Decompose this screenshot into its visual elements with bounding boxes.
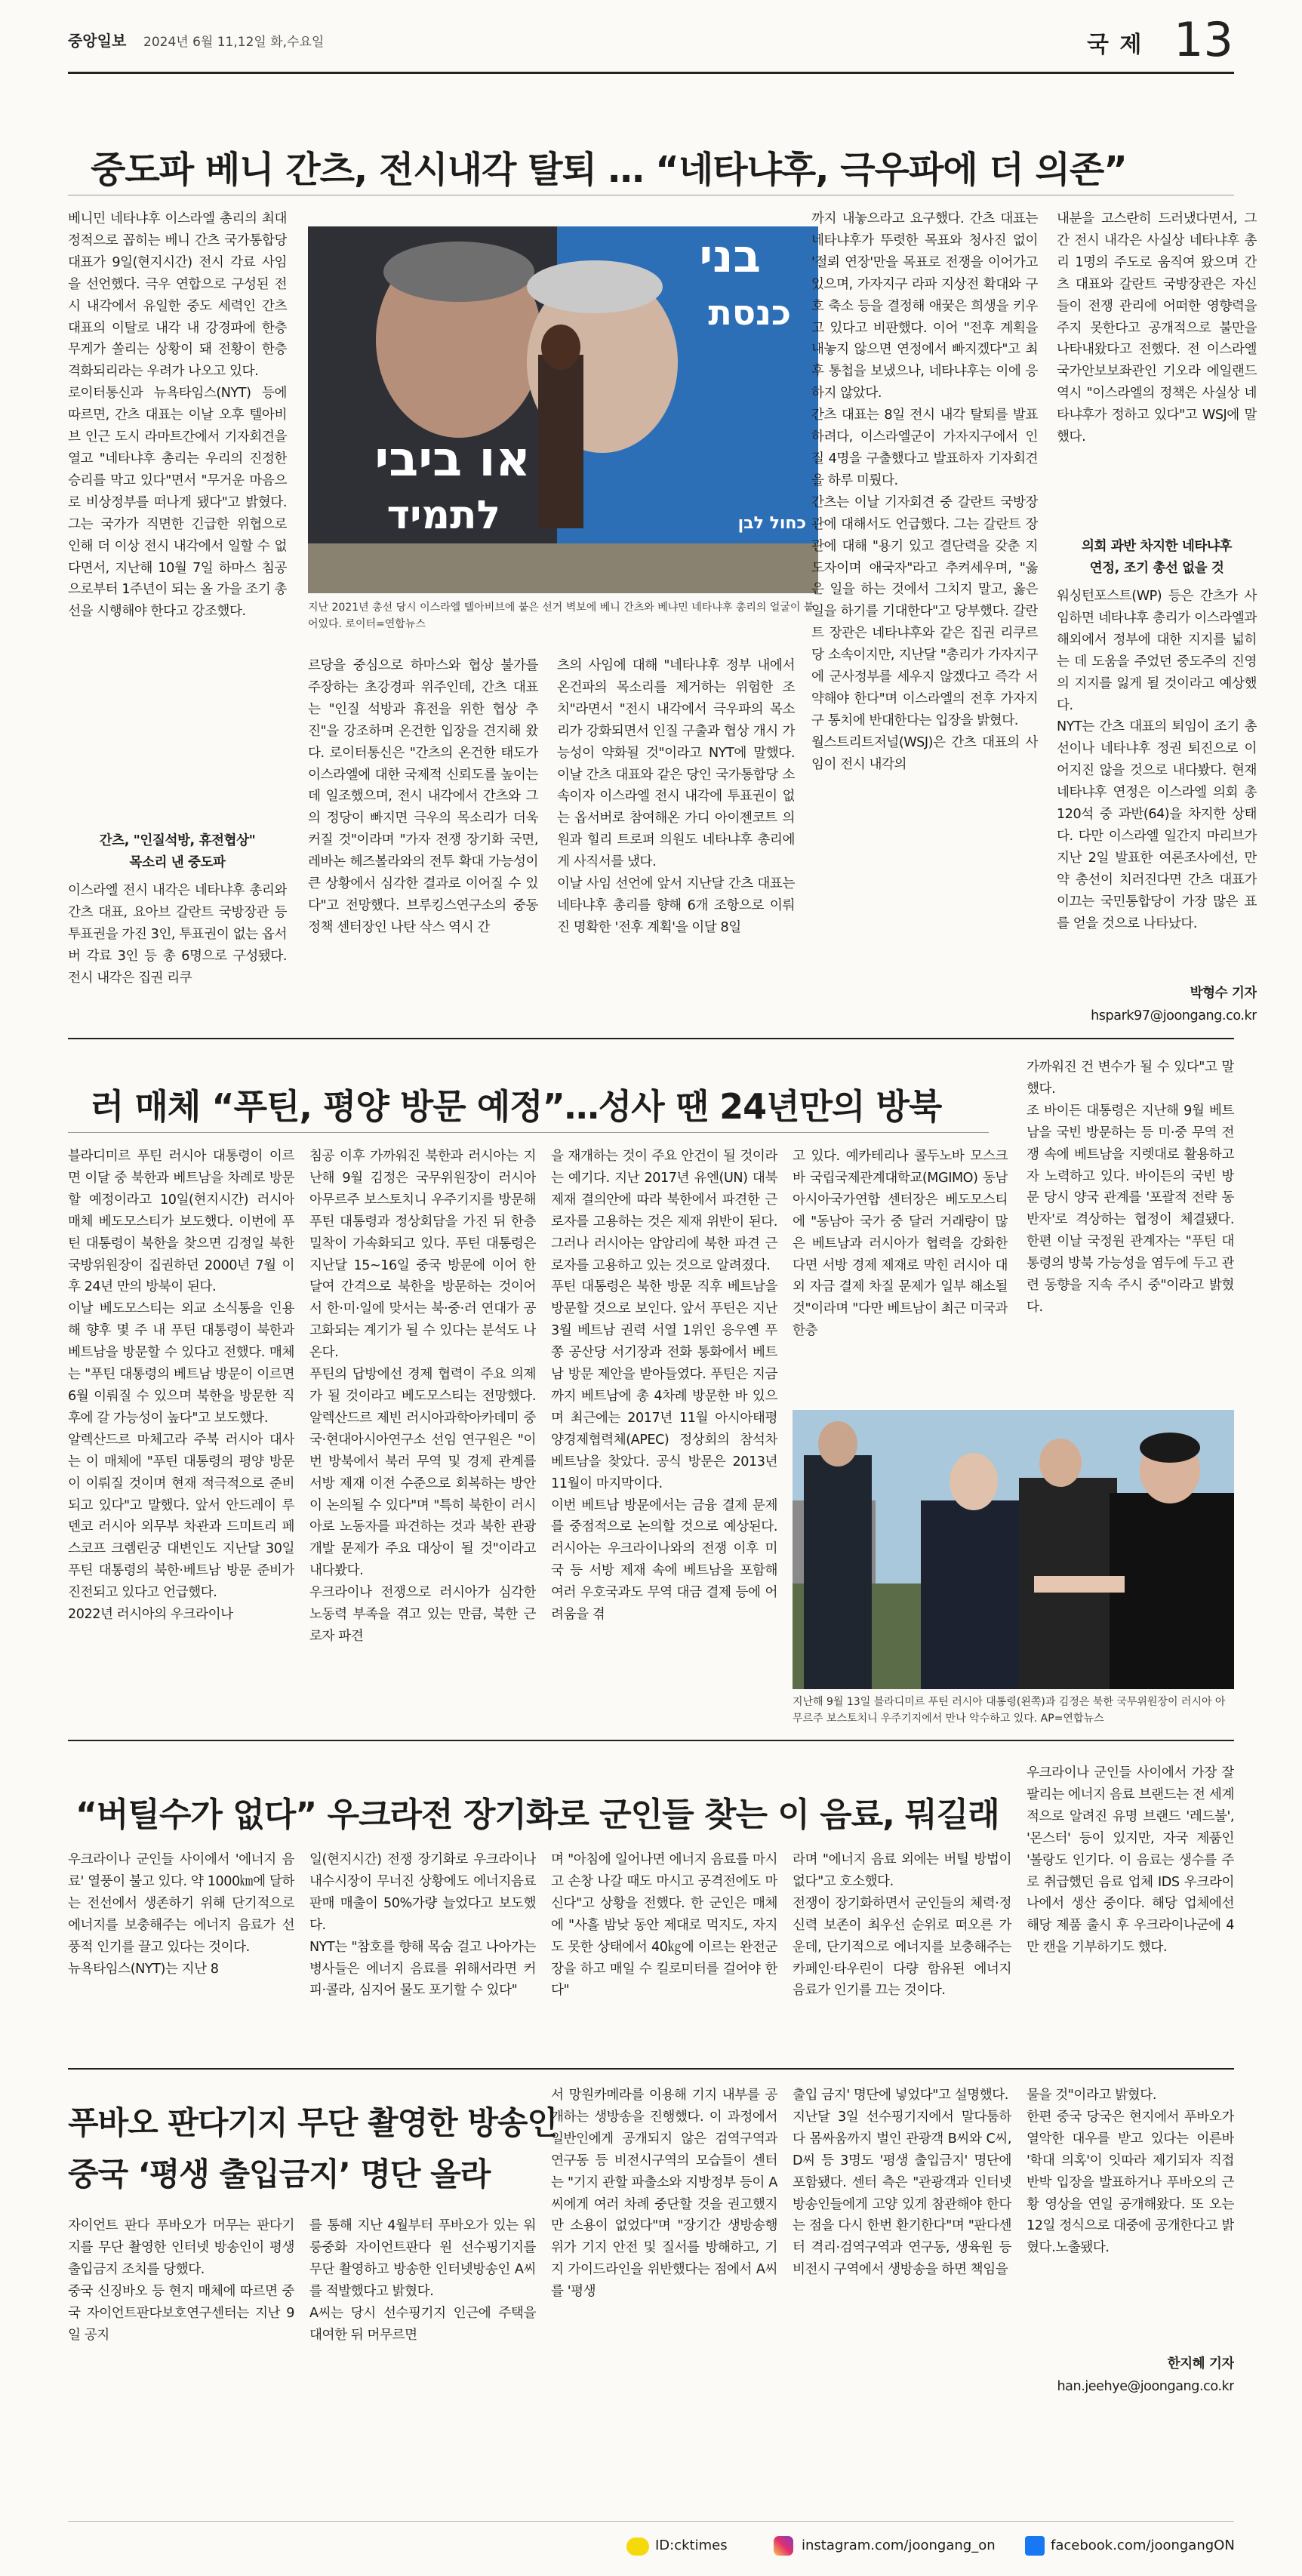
article4-col4: 출입 금지' 명단에 넣었다"고 설명했다. 지난달 3일 선수핑기지에서 말다툼하다 몸싸움까지 벌인 관광객 B씨와 C씨, D씨 등 3명도 '평생 출입금지' 명단에 포함됐다. 센터 측은 "관광객과 인터넷 방송인들에게 고양 있게 참관해야 한다는 점을 다시 한번 환기한다"며 "판다센터 격리·검역구역과 연구동, 생육원 등 비전시 구역에서 생방송을 하면 책임을 xyxy=(793,2088,1011,2278)
kakao-icon xyxy=(626,2538,649,2556)
article4-col2: 를 통해 지난 4월부터 푸바오가 있는 워룽중화 자이언트판다 원 선수핑기지를 무단 촬영하고 방송한 인터넷방송인 A씨를 적발했다고 밝혔다. A씨는 당시 선수핑기지 인근에 주택을 대여한 뒤 머무르면 xyxy=(309,2218,536,2343)
article4-headline-line1: 푸바오 판다기지 무단 촬영한 방송인 xyxy=(68,2104,558,2141)
poster-text-left-big: או ביבי xyxy=(374,432,531,488)
article3-col3: 며 "아침에 일어나면 에너지 음료를 마시고 손창 나갈 때도 마시고 공격전에도 마신다"고 상황을 전했다. 한 군인은 매체에 "사흘 밤낮 동안 제대로 먹지도, 자지도 못한 상태에서 40㎏에 이르는 완전군장을 하고 매일 수 킬로미터를 걸어야 한다" xyxy=(551,1852,777,1999)
page-number: 13 xyxy=(1174,12,1233,67)
instagram-icon xyxy=(774,2536,793,2556)
article3-col2: 일(현지시간) 전쟁 장기화로 우크라이나 내수시장이 무너진 상황에도 에너지음료 판매 매출이 50%가량 늘었다고 보도했다. NYT는 "참호를 향해 목숨 걸고 나아가는 병사들은 에너지 음료를 위해서라면 커피·콜라, 심지어 물도 포기할 수 있다" xyxy=(309,1852,536,1999)
article2-divider xyxy=(68,1740,1234,1741)
article3-col1: 우크라이나 군인들 사이에서 '에너지 음료' 열풍이 불고 있다. 약 1000㎞에 달하는 전선에서 생존하기 위해 단기적으로 에너지를 보충해주는 에너지 음료가 선풍적 인기를 끌고 있다는 것이다. 뉴욕타임스(NYT)는 지난 8 xyxy=(68,1852,294,1977)
article1-divider xyxy=(68,1038,1234,1039)
article2-col2: 침공 이후 가까워진 북한과 러시아는 지난해 9월 김정은 국무위원장이 러시아 아무르주 보스토치니 우주기지를 방문해 푸틴 대통령과 정상회담을 가진 뒤 한층 밀착이 가속화되고 있다. 푸틴 대통령은 지난달 15~16일 중국 방문에 이어 한 달여 간격으로 북한을 방문하는 것이어서 한·미·일에 맞서는 북·중·러 연대가 공고화되는 계기가 될 수 있다는 분석도 나온다. 푸틴의 답방에선 경제 협력이 주요 의제가 될 것이라고 베도모스티는 전망했다. 알렉산드르 제빈 러시아과학아카데미 중국·현대아시아연구소 선임 연구원은 "이번 방북에서 북러 무역 및 경제 관계를 서방 제재 이전 수준으로 회복하는 방안이 논의될 수 있다"며 "특히 북한이 러시아로 노동자를 파견하는 것과 북한 관광 개발 문제가 주요 대상이 될 것"이라고 내다봤다. 우크라이나 전쟁으로 러시아가 심각한 노동력 부족을 겪고 있는 만큼, 북한 근로자 파견 xyxy=(309,1149,536,1644)
instagram-link[interactable]: instagram.com/joongang_on xyxy=(802,2538,996,2553)
article1-col5b: 워싱턴포스트(WP) 등은 간츠가 사임하면 네타냐후 총리가 이스라엘과 해외에서 정부에 대한 지지를 넓히는 데 도움을 주었던 중도주의 진영의 지지를 잃게 될 것이라고 예상했다. NYT는 간츠 대표의 퇴임이 조기 총선이나 네타냐후 정권 퇴진으로 이어지진 않을 것으로 내다봤다. 현재 네타냐후 연정은 이스라엘 의회 총 120석 중 과반(64)을 차지한 상태다. 다만 이스라엘 일간지 마리브가 지난 2일 발표한 여론조사에선, 만약 총선이 치러진다면 간츠 대표가 이끄는 국민통합당이 가장 많은 표를 얻을 것으로 나타났다. xyxy=(1057,589,1257,931)
article1-col5: 내분을 고스란히 드러냈다면서, 그간 전시 내각은 사실상 네타냐후 총리 1명의 주도로 움직여 왔으며 간츠 대표와 갈란트 국방장관은 자신들이 전쟁 관리에 어떠한 영향력을 주지 못한다고 공개적으로 불만을 나타내왔다고 전했다. 전 이스라엘 국가안보보좌관인 기오라 에일랜드 역시 "이스라엘의 정책은 사실상 네타냐후가 정하고 있다"고 WSJ에 말했다. xyxy=(1057,211,1257,445)
kakao-id[interactable]: ID:cktimes xyxy=(655,2538,728,2553)
article4-headline-line2: 중국 ‘평생 출입금지’ 명단 올라 xyxy=(68,2156,491,2193)
article2-col5: 가까워진 건 변수가 될 수 있다"고 말했다. 조 바이든 대통령은 지난해 9월 베트남을 국빈 방문하는 등 미·중 무역 전쟁 속에 베트남을 지렛대로 활용하고자 노력하고 있다. 바이든의 국빈 방문 당시 양국 관계를 '포괄적 전략 동반자'로 격상하는 협정이 체결됐다. 한편 이날 국정원 관계자는 "푸틴 대통령의 방북 가능성을 염두에 두고 관련 동향을 지속 주시 중"이라고 밝혔다. xyxy=(1027,1060,1234,1315)
poster-text-right-big: בני xyxy=(699,230,761,283)
article3-col5: 우크라이나 군인들 사이에서 가장 잘 팔리는 에너지 음료 브랜드는 전 세계적으로 알려진 유명 브랜드 '레드불', '몬스터' 등이 있지만, 자국 제품인 '볼랑도 인기다. 이 음료는 생수를 주로 취급했던 음료 업체 IDS 우크라이나에서 생산 중이다. 해당 업체에선 해당 제품 출시 후 우크라이나군에 4만 캔을 기부하기도 했다. xyxy=(1027,1765,1234,1956)
article1-photo-caption: 지난 2021년 총선 당시 이스라엘 텔아비브에 붙은 선거 벽보에 베니 간츠와 베냐민 네타냐후 총리의 얼굴이 붙어있다. 로이터=연합뉴스 xyxy=(308,602,814,630)
poster-text-left-small: לתמיד xyxy=(386,493,500,538)
putin-kim-photo xyxy=(793,1410,1234,1689)
article3-col4: 라며 "에너지 음료 외에는 버틸 방법이 없다"고 호소했다. 전쟁이 장기화하면서 군인들의 체력·정신력 보존이 최우선 순위로 떠오른 가운데, 단기적으로 에너지를 보충해주는 카페인·타우린이 다량 함유된 에너지 음료가 인기를 끄는 것이다. xyxy=(793,1852,1011,1999)
article2-col3: 을 재개하는 것이 주요 안건이 될 것이라는 예기다. 지난 2017년 유엔(UN) 대북 제재 결의안에 따라 북한에서 파견한 근로자를 고용하는 것은 제재 위반이 된다. 그러나 러시아는 암암리에 북한 파견 근로자를 고용하고 있는 것으로 알려졌다. 푸틴 대통령은 북한 방문 직후 베트남을 방문할 것으로 보인다. 앞서 푸틴은 지난 3월 베트남 권력 서열 1위인 응우옌 푸 쫑 공산당 서기장과 전화 통화에서 베트남 방문 제안을 받아들였다. 푸틴은 지금까지 베트남에 총 4차례 방문한 바 있으며 최근에는 2017년 11월 아시아태평양경제협력체(APEC) 정상회의 참석차 베트남을 찾았다. 공식 방문은 2013년 11월이 마지막이다. 이번 베트남 방문에서는 금융 결제 문제를 중점적으로 논의할 것으로 예상된다. 러시아는 우크라이나와의 전쟁 이후 미국 등 서방 제재 속에 베트남을 포함해 여러 우호국과도 무역 대금 결제 등에 어려움을 겪 xyxy=(551,1149,777,1623)
paper-name: 중앙일보 xyxy=(68,32,127,50)
article2-photo-caption: 지난해 9월 13일 블라디미르 푸틴 러시아 대통령(왼쪽)과 김정은 북한 국무위원장이 러시아 아무르주 보스토치니 우주기지에서 만나 악수하고 있다. AP=연합뉴스 xyxy=(793,1696,1226,1725)
footer xyxy=(626,2533,1234,2563)
footer-rule xyxy=(68,2521,1234,2522)
article1-col1b: 이스라엘 전시 내각은 네타냐후 총리와 간츠 대표, 요아브 갈란트 국방장관 등 투표권을 가진 3인, 투표권이 없는 옵서버 각료 3인 등 총 6명으로 구성됐다. 전시 내각은 집권 리쿠 xyxy=(68,883,287,986)
article1-col3: 츠의 사임에 대해 "네타냐후 정부 내에서 온건파의 목소리를 제거하는 위험한 조치"라면서 "전시 내각에서 극우파의 목소리가 강화되면서 인질 구출과 협상 개시 가능성이 약화될 것"이라고 NYT에 말했다. 이날 간츠 대표와 같은 당인 국가통합당 소속이자 이스라엘 전시 내각에 투표권이 없는 옵서버로 참여해온 가디 아이젠코트 의원과 힐리 트로퍼 의원도 네타냐후 총리에게 사직서를 냈다. 이날 사임 선언에 앞서 지난달 간츠 대표는 네타냐후 총리를 향해 6개 조항으로 이뤄진 명확한 '전후 계획'을 이달 8일 xyxy=(557,658,795,935)
israel-poster-photo xyxy=(308,226,818,593)
article1-subhead2: 의회 과반 차지한 네타냐후 연정, 조기 총선 없을 것 xyxy=(1081,539,1233,576)
article1-col2: 르당을 중심으로 하마스와 협상 불가를 주장하는 초강경파 위주인데, 간츠 대표는 "인질 석방과 휴전을 위한 협상 추진"을 강조하며 온건한 입장을 견지해 왔다. 로이터통신은 "간츠의 온건한 태도가 이스라엘에 대한 국제적 신뢰도를 높이는 데 일조했으며, 전시 내각에서 간츠와 그의 정당이 빠지면 극우의 목소리가 더욱 커질 것"이라며 "가자 전쟁 장기화 국면, 레바논 헤즈볼라와의 전투 확대 가능성이 큰 상황에서 심각한 결과로 이어질 수 있다"고 전망했다. 브루킹스연구소의 중동 정책 센터장인 나탄 삭스 역시 간 xyxy=(308,658,538,935)
article1-col1: 베니민 네타냐후 이스라엘 총리의 최대 정적으로 꼽히는 베니 간츠 국가통합당 대표가 9일(현지시간) 전시 각료 사임을 선언했다. 극우 연합으로 구성된 전시 내각에서 유일한 중도 세력인 간츠 대표의 이탈로 내각 내 강경파에 한층 무게가 쏠리는 상황이 돼 전황이 한층 격화되리라는 우려가 나오고 있다. 로이터통신과 뉴욕타임스(NYT) 등에 따르면, 간츠 대표는 이날 오후 텔아비브 인근 도시 라마트간에서 기자회견을 열고 "네타냐후 총리는 우리의 진정한 승리를 막고 있다"면서 "무거운 마음으로 비상정부를 떠나게 됐다"고 밝혔다. 그는 국가가 직면한 긴급한 위협으로 인해 더 이상 전시 내각에서 일할 수 없다면서, 지난해 10월 7일 하마스 침공으로부터 1주년이 되는 올 가을 조기 총선을 시행해야 한다고 강조했다. xyxy=(68,211,287,620)
header xyxy=(0,0,1302,75)
article2-headline: 러 매체 “푸틴, 평양 방문 예정”…성사 땐 24년만의 방북 xyxy=(91,1086,942,1127)
article4-email: han.jeehye@joongang.co.kr xyxy=(1057,2379,1234,2394)
article2-col4: 고 있다. 예카테리나 콜두노바 모스크바 국립국제관계대학교(MGIMO) 동남아시아국가연합 센터장은 베도모스티에 "동남아 국가 중 달러 거래량이 많은 베트남과 러시아가 협력을 강화한다면 서방 경제 제재로 막힌 러시아 대외 자금 결제 차질 문제가 일부 해소될 것"이라며 "다만 베트남이 최근 미국과 한층 xyxy=(793,1149,1008,1339)
facebook-link[interactable]: facebook.com/joongangON xyxy=(1051,2538,1235,2553)
article4-col5: 물을 것"이라고 밝혔다. 한편 중국 당국은 현지에서 푸바오가 열악한 대우를 받고 있다는 이른바 '학대 의혹'이 잇따라 제기되자 직접 반박 입장을 발표하거나 푸바오의 근황 영상을 연일 공개해왔다. 또 오는 12일 정식으로 대중에 공개한다고 밝혔다.노출됐다. xyxy=(1027,2088,1234,2256)
poster-text-blue-tag: כחול לבן xyxy=(737,514,806,533)
article2-col1: 블라디미르 푸틴 러시아 대통령이 이르면 이달 중 북한과 베트남을 차례로 방문할 예정이라고 10일(현지시간) 러시아 매체 베도모스티가 보도했다. 이번에 푸틴 대통령이 북한을 찾으면 김정일 북한 국방위원장이 집권하던 2000년 7월 이후 24년 만의 방북이 된다. 이날 베도모스티는 외교 소식통을 인용해 향후 몇 주 내 푸틴 대통령이 북한과 베트남을 방문할 수 있다고 전했다. 매체는 "푸틴 대통령의 베트남 방문이 이르면 6월 이뤄질 수 있으며 북한을 방문한 직후에 갈 가능성이 높다"고 보도했다. 알렉산드르 마체고라 주북 러시아 대사는 이 매체에 "푸틴 대통령의 평양 방문이 이뤄질 것이며 현재 적극적으로 준비되고 있다"고 말했다. 앞서 안드레이 루덴코 러시아 외무부 차관과 드미트리 페스코프 크렘린궁 대변인도 지난달 30일 푸틴 대통령의 북한·베트남 방문 준비가 진전되고 있다고 언급했다. 2022년 러시아의 우크라이나 xyxy=(68,1149,294,1623)
article4-col3: 서 망원카메라를 이용해 기지 내부를 공개하는 생방송을 진행했다. 이 과정에서 일반인에게 공개되지 않은 검역구역과 연구동 등 비전시구역의 모습들이 센터는 "기지 관할 파출소와 지방정부 등이 A씨에게 여러 차례 중단할 것을 권고했지만 소용이 없었다"며 "장기간 생방송행위가 기지 안전 및 질서를 방해하고, 기지 가이드라인을 위반했다는 점에서 A씨를 '평생 xyxy=(551,2088,777,2300)
article1-byline: 박형수 기자 xyxy=(1190,986,1257,1001)
header-rule xyxy=(68,72,1234,74)
section-name: 국 제 xyxy=(1087,32,1143,58)
poster-text-right-small: כנסת xyxy=(708,292,791,333)
article1-headline: 중도파 베니 간츠, 전시내각 탈퇴 … “네타냐후, 극우파에 더 의존” xyxy=(91,149,1127,191)
article3-headline: “버틸수가 없다” 우크라전 장기화로 군인들 찾는 이 음료, 뭐길래 xyxy=(75,1796,999,1834)
article3-divider xyxy=(68,2068,1234,2070)
facebook-icon xyxy=(1025,2536,1045,2556)
article1-subhead1: 간츠, "인질석방, 휴전협상" 목소리 낸 중도파 xyxy=(99,833,256,870)
article1-col4: 까지 내놓으라고 요구했다. 간츠 대표는 네타냐후가 뚜렷한 목표와 청사진 없이 '절뢰 연장'만을 목표로 전쟁을 이어가고 있으며, 가자지구 라파 지상전 확대와 구호 축소 등을 결정해 애꿎은 희생을 키우고 있다고 비판했다. 이어 "전후 계획을 내놓지 않으면 연정에서 빠지겠다"고 최후 통첩을 보냈으나, 네타냐후는 이에 응하지 않았다. 간츠 대표는 8일 전시 내각 탈퇴를 발표하려다, 이스라엘군이 가자지구에서 인질 4명을 구출했다고 발표하자 기자회견을 하루 미뤘다. 간츠는 이날 기자회견 중 갈란트 국방장관에 대해서도 언급했다. 그는 갈란트 장관에 대해 "용기 있고 결단력을 갖춘 지도자이며 애국자"라고 추켜세우며, "옳은 일을 하는 것에서 그치지 말고, 옳은 일을 하기를 기대한다"고 당부했다. 갈란트 장관은 네타냐후와 같은 집권 리쿠르당 소속이지만, 지난달 "총리가 가자지구에 군사정부를 세우지 않겠다고 즉각 서약해야 한다"며 이스라엘의 전후 가자지구 통치에 반대한다는 입장을 밝혔다. 월스트리트저널(WSJ)은 간츠 대표의 사임이 전시 내각의 xyxy=(811,211,1038,772)
article4-col1: 자이언트 판다 푸바오가 머무는 판다기지를 무단 촬영한 인터넷 방송인이 평생 출입금지 조치를 당했다. 중국 신징바오 등 현지 매체에 따르면 중국 자이언트판다보호연구센터는 지난 9일 공지 xyxy=(68,2218,294,2343)
issue-date: 2024년 6월 11,12일 화,수요일 xyxy=(143,35,325,50)
article4-byline: 한지혜 기자 xyxy=(1167,2356,1234,2371)
article1-email: hspark97@joongang.co.kr xyxy=(1091,1008,1257,1023)
